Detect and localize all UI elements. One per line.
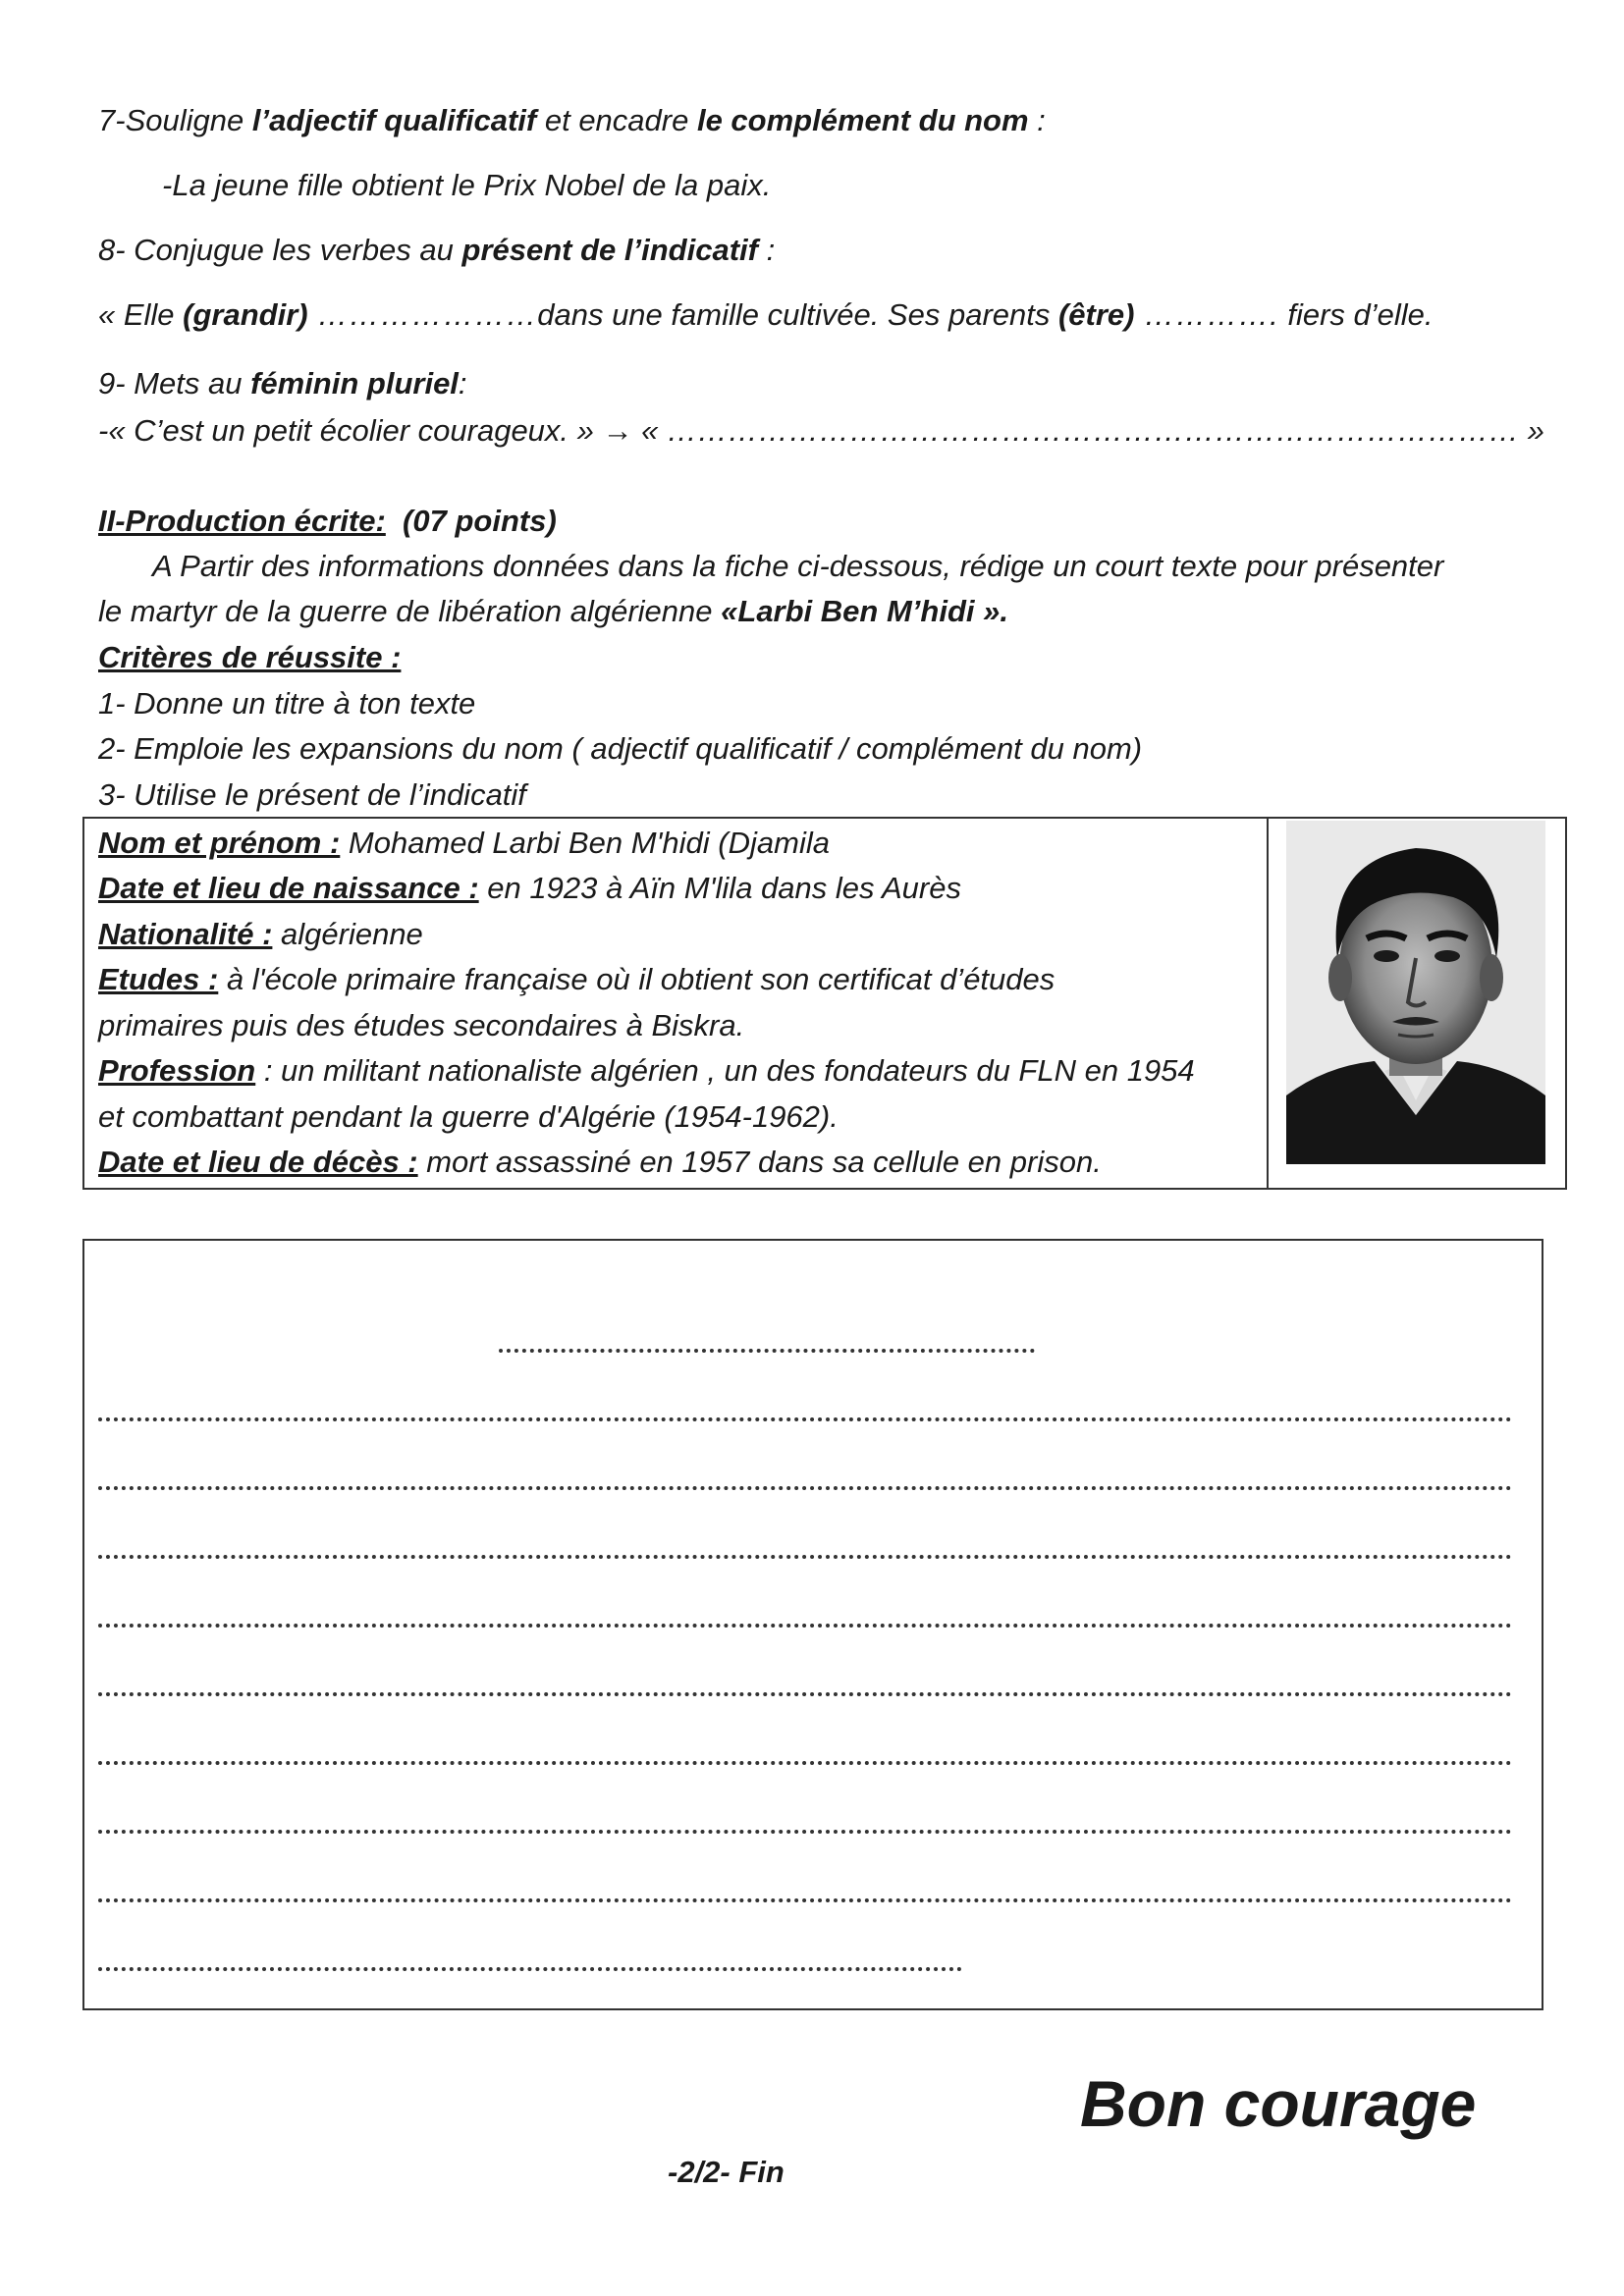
q7-bold-2: le complément du nom xyxy=(696,103,1029,137)
criteria-title xyxy=(98,639,401,675)
writing-line[interactable] xyxy=(98,1555,1512,1559)
field-name xyxy=(98,825,830,861)
question-7 xyxy=(98,102,1046,138)
writing-line[interactable] xyxy=(98,1486,1512,1490)
writing-line[interactable] xyxy=(98,1830,1512,1834)
bon-courage: Bon courage xyxy=(1080,2067,1477,2140)
q8-verb-1: (grandir) xyxy=(183,297,308,332)
q8-mid: dans une famille cultivée. Ses parents xyxy=(537,297,1058,332)
q8-sentence xyxy=(98,296,1434,333)
field-label: Date et lieu de décès : xyxy=(98,1145,418,1179)
production-title: II-Production écrite: xyxy=(98,504,386,538)
production-points: (07 points) xyxy=(403,504,557,538)
field-birth xyxy=(98,870,961,906)
martyr-name: «Larbi Ben M’hidi ». xyxy=(721,594,1008,628)
field-label: Date et lieu de naissance : xyxy=(98,871,479,905)
field-value: algérienne xyxy=(272,917,423,951)
portrait-image xyxy=(1286,821,1545,1164)
criteria-item: 1- Donne un titre à ton texte xyxy=(98,686,476,721)
q9-suffix: : xyxy=(458,366,467,400)
q8-blank-2[interactable]: …………. xyxy=(1134,297,1279,332)
q8-verb-2: (être) xyxy=(1057,297,1135,332)
page-footer: -2/2- Fin xyxy=(668,2155,785,2189)
intro-2-text: le martyr de la guerre de libération algérienne xyxy=(98,594,722,628)
portrait-photo xyxy=(1286,821,1545,1164)
q8-prefix: 8- Conjugue les verbes au xyxy=(98,233,462,267)
q9-prefix: 9- Mets au xyxy=(98,366,251,400)
field-profession-cont: et combattant pendant la guerre d'Algérie (1954-1962). xyxy=(98,1099,839,1134)
writing-line[interactable] xyxy=(98,1967,962,1971)
field-profession xyxy=(98,1052,1195,1089)
writing-line[interactable] xyxy=(98,1898,1512,1902)
field-value: Mohamed Larbi Ben M'hidi (Djamila xyxy=(340,826,830,860)
q7-sentence: -La jeune fille obtient le Prix Nobel de la paix. xyxy=(162,168,772,202)
q8-suffix: : xyxy=(757,233,776,267)
q7-suffix: : xyxy=(1028,103,1046,137)
q9-bold: féminin pluriel xyxy=(250,366,459,400)
field-nationality xyxy=(98,916,423,952)
production-heading xyxy=(98,503,557,539)
field-value: : un militant nationaliste algérien , un des fondateurs du FLN en 1954 xyxy=(255,1053,1195,1088)
question-8 xyxy=(98,232,775,268)
question-9 xyxy=(98,365,467,401)
q8-bold: présent de l’indicatif xyxy=(461,233,758,267)
q9-sentence[interactable]: -« C’est un petit écolier courageux. » → « ………………………………………………………………………… » xyxy=(98,413,1544,448)
q7-bold-1: l’adjectif qualificatif xyxy=(251,103,537,137)
field-label: Nationalité : xyxy=(98,917,273,951)
q8-open: « Elle xyxy=(98,297,184,332)
production-intro-1: A Partir des informations données dans la fiche ci-dessous, rédige un court texte pour présenter xyxy=(152,549,1444,583)
field-death xyxy=(98,1144,1102,1180)
field-value: en 1923 à Aïn M'lila dans les Aurès xyxy=(478,871,961,905)
q8-end: fiers d’elle. xyxy=(1278,297,1434,332)
writing-line[interactable] xyxy=(98,1692,1512,1696)
criteria-title-text: Critères de réussite : xyxy=(98,640,402,674)
writing-line[interactable] xyxy=(98,1624,1512,1628)
production-intro-2 xyxy=(98,593,1008,629)
writing-area[interactable] xyxy=(82,1239,1543,2010)
q7-mid: et encadre xyxy=(536,103,697,137)
field-label: Nom et prénom : xyxy=(98,826,341,860)
q7-prefix: 7-Souligne xyxy=(98,103,252,137)
title-line[interactable] xyxy=(499,1349,1035,1353)
field-label: Profession xyxy=(98,1053,256,1088)
field-studies-cont: primaires puis des études secondaires à Biskra. xyxy=(98,1008,745,1042)
criteria-item: 2- Emploie les expansions du nom ( adjectif qualificatif / complément du nom) xyxy=(98,731,1143,766)
criteria-item: 3- Utilise le présent de l’indicatif xyxy=(98,777,526,812)
field-value: à l'école primaire française où il obtient son certificat d’études xyxy=(218,962,1056,996)
writing-line[interactable] xyxy=(98,1761,1512,1765)
card-divider xyxy=(1267,819,1269,1188)
info-card xyxy=(82,817,1567,1190)
writing-line[interactable] xyxy=(98,1417,1512,1421)
q8-blank-1[interactable]: ………………… xyxy=(307,297,538,332)
field-value: mort assassiné en 1957 dans sa cellule en prison. xyxy=(417,1145,1102,1179)
field-label: Etudes : xyxy=(98,962,219,996)
field-studies xyxy=(98,961,1055,997)
